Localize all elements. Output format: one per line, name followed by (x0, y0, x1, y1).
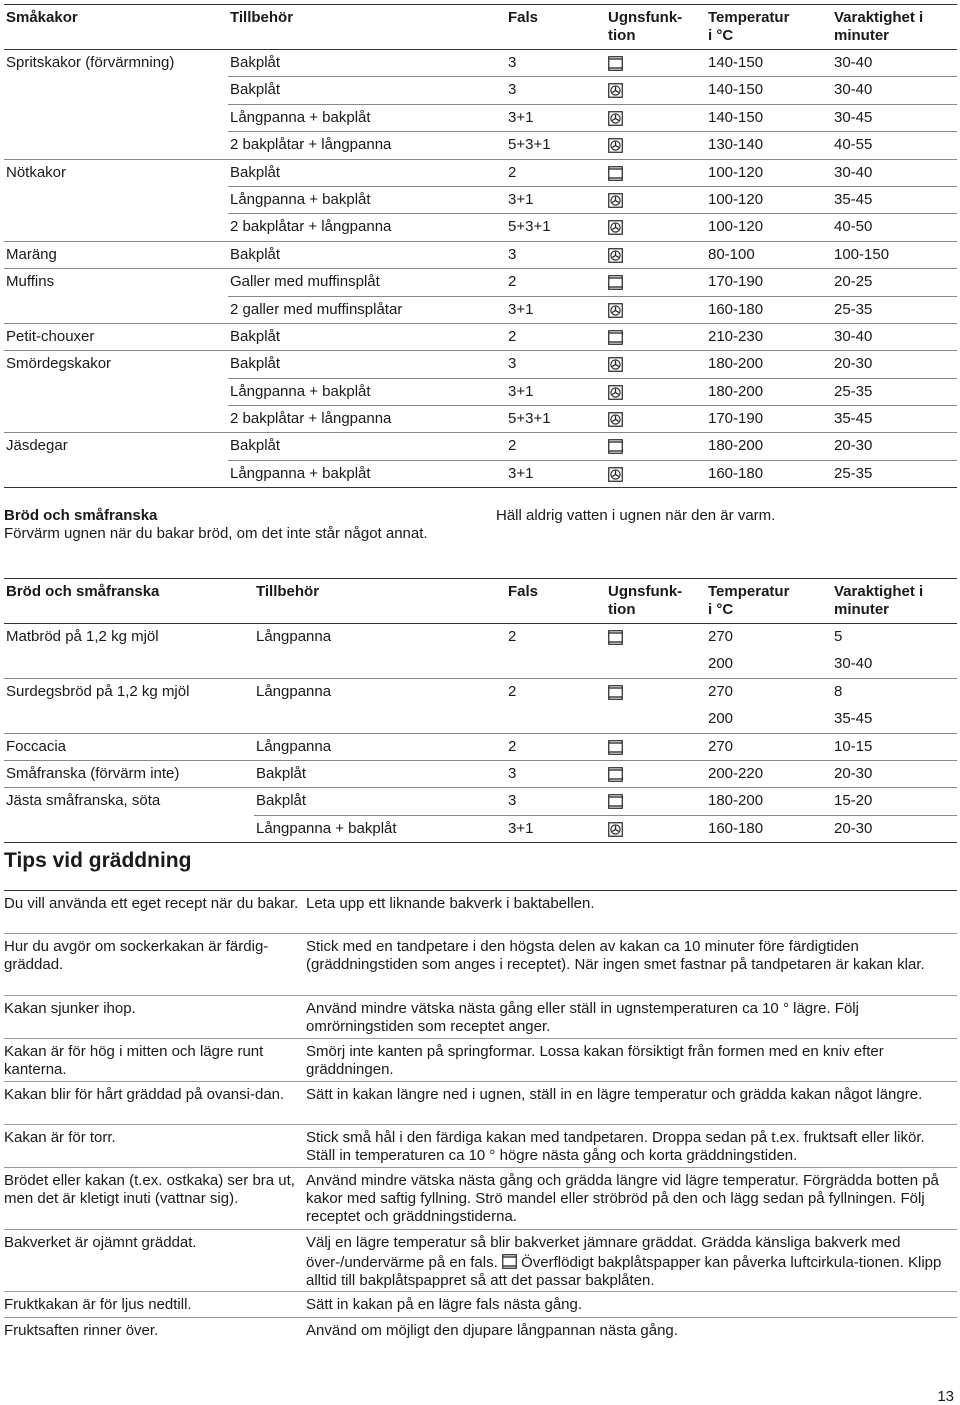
row-accessory: Långpanna (256, 628, 332, 645)
row-temperature: 200-220 (706, 760, 832, 787)
row-duration: 30-45 (832, 104, 957, 131)
row-function (606, 651, 706, 678)
row-function (606, 433, 706, 460)
hot-air-icon (608, 220, 623, 235)
row-name (4, 651, 254, 678)
row-shelf (506, 651, 606, 678)
row-shelf: 5+3+1 (506, 132, 606, 159)
row-duration: 10-15 (832, 733, 957, 760)
row-accessory: 2 bakplåtar + långpanna (228, 214, 506, 241)
row-duration: 100-150 (832, 241, 957, 268)
row-accessory (254, 706, 506, 733)
row-accessory: Bakplåt (228, 323, 506, 350)
row-shelf: 2 (506, 323, 606, 350)
row-accessory: Bakplåt (228, 77, 506, 104)
table-row (4, 159, 957, 186)
hot-air-icon (608, 385, 623, 400)
col-header: Ugnsfunk- tion (606, 5, 706, 50)
tip-problem: Kakan sjunker ihop. (4, 1000, 136, 1017)
row-temperature: 160-180 (706, 296, 832, 323)
row-accessory: 2 galler med muffinsplåtar (228, 296, 506, 323)
row-temperature: 100-120 (706, 159, 832, 186)
row-function (606, 815, 706, 842)
tip-solution: Stick med en tandpetare i den högsta delen av kakan ca 10 minuter före färdigtiden (gräddningstiden som anges i receptet). När ingen smet fastnar på tandpetaren är kakan klar. (306, 938, 925, 973)
row-shelf: 3+1 (506, 460, 606, 487)
row-shelf: 3+1 (506, 815, 606, 842)
hot-air-icon (608, 193, 623, 208)
row-shelf: 2 (506, 269, 606, 296)
tip-problem: Kakan är för torr. (4, 1129, 116, 1146)
row-duration: 35-45 (832, 186, 957, 213)
row-duration: 25-35 (832, 460, 957, 487)
table-row (4, 269, 957, 296)
row-accessory: Långpanna + bakplåt (228, 186, 506, 213)
table-row (4, 132, 957, 159)
row-temperature: 170-190 (706, 406, 832, 433)
row-accessory: Galler med muffinsplåt (228, 269, 506, 296)
row-name (4, 77, 228, 104)
row-name: Surdegsbröd på 1,2 kg mjöl (6, 682, 190, 700)
row-function (606, 77, 706, 104)
row-duration: 40-50 (832, 214, 957, 241)
row-temperature: 140-150 (706, 50, 832, 77)
hot-air-icon (608, 412, 623, 427)
col-header: Tillbehör (254, 579, 506, 624)
row-temperature: 270 (708, 682, 734, 700)
hot-air-icon (608, 303, 623, 318)
table-row (4, 460, 957, 487)
row-duration: 30-40 (832, 323, 957, 350)
row-duration: 20-30 (832, 433, 957, 460)
row-name: Maräng (4, 241, 228, 268)
tip-row (4, 891, 957, 934)
top-bottom-heat-icon (608, 166, 623, 181)
row-temperature: 160-180 (706, 460, 832, 487)
tip-problem: Brödet eller kakan (t.ex. ostkaka) ser bra ut, men det är kletigt inuti (vattnar sig). (4, 1172, 295, 1207)
top-bottom-heat-icon (608, 685, 623, 700)
bread-intro (4, 507, 444, 543)
row-function (606, 323, 706, 350)
top-bottom-heat-icon (608, 275, 623, 290)
row-name: Smördegskakor (6, 355, 112, 373)
tip-row (4, 1082, 957, 1125)
row-name: Nötkakor (6, 163, 67, 181)
row-temperature: 130-140 (706, 132, 832, 159)
table-row (4, 788, 957, 815)
row-name: Småfranska (förvärm inte) (4, 760, 254, 787)
top-bottom-heat-icon (608, 439, 623, 454)
tip-problem: Fruktsaften rinner över. (4, 1322, 159, 1339)
row-shelf: 2 (506, 433, 606, 460)
table-row (4, 733, 957, 760)
tip-problem: Bakverket är ojämnt gräddat. (4, 1234, 197, 1251)
row-duration: 20-30 (832, 815, 957, 842)
row-name (4, 132, 228, 159)
row-accessory: Bakplåt (254, 760, 506, 787)
top-bottom-heat-icon (608, 794, 623, 809)
row-accessory: Bakplåt (228, 241, 506, 268)
row-shelf: 3 (506, 77, 606, 104)
row-name (4, 214, 228, 241)
row-function (606, 760, 706, 787)
table-header (4, 5, 957, 50)
tip-solution (306, 1234, 957, 1291)
tip-row (4, 1168, 957, 1230)
row-name (4, 104, 228, 131)
row-shelf: 3+1 (506, 186, 606, 213)
row-accessory: 2 bakplåtar + långpanna (228, 406, 506, 433)
bread-intro-text: Förvärm ugnen när du bakar bröd, om det inte står något annat. (4, 525, 428, 542)
row-name: Jästa småfranska, söta (6, 792, 161, 810)
row-function (606, 733, 706, 760)
row-function (606, 460, 706, 487)
tip-solution: Sätt in kakan längre ned i ugnen, ställ in en lägre temperatur och grädda kakan något längre. (306, 1086, 923, 1103)
page-number: 13 (937, 1388, 954, 1405)
table-row (4, 323, 957, 350)
hot-air-icon (608, 83, 623, 98)
row-name: Jäsdegar (6, 437, 68, 455)
row-duration: 30-40 (832, 651, 957, 678)
row-duration: 15-20 (832, 788, 957, 815)
bread-intro-title: Bröd och småfranska (4, 507, 158, 524)
tip-solution: Använd om möjligt den djupare långpannan nästa gång. (306, 1322, 678, 1339)
row-temperature: 180-200 (706, 351, 832, 378)
row-duration: 20-30 (832, 760, 957, 787)
row-temperature: 140-150 (706, 77, 832, 104)
hot-air-icon (608, 111, 623, 126)
row-duration: 5 (834, 628, 843, 645)
row-shelf: 2 (508, 682, 517, 700)
table-row (4, 77, 957, 104)
table-row (4, 406, 957, 433)
tip-row (4, 1318, 957, 1344)
hot-air-icon (608, 822, 623, 837)
row-shelf: 3 (506, 760, 606, 787)
tip-solution-part: Välj en lägre temperatur så blir bakverket jämnare gräddat. Grädda känsliga bakverk med över-/undervärme på en fals. (306, 1234, 901, 1271)
top-bottom-heat-icon (608, 56, 623, 71)
row-duration: 25-35 (832, 378, 957, 405)
row-shelf (506, 706, 606, 733)
tips-table (4, 890, 957, 1344)
row-name: Muffins (6, 273, 55, 291)
row-temperature: 180-200 (706, 378, 832, 405)
tips-heading: Tips vid gräddning (4, 849, 192, 872)
hot-air-icon (608, 138, 623, 153)
table-row (4, 706, 957, 733)
tip-solution-part: Överflödigt bakplåtspapper kan påverka luftcirkula-tionen. Klipp alltid till bakplåtspappret så att det passar bakplåten. (306, 1254, 942, 1289)
col-header: Fals (506, 579, 606, 624)
row-duration: 25-35 (832, 296, 957, 323)
table-row (4, 214, 957, 241)
row-function (606, 706, 706, 733)
row-temperature: 270 (708, 628, 734, 645)
tip-problem: Fruktkakan är för ljus nedtill. (4, 1296, 192, 1313)
tip-row (4, 1125, 957, 1168)
col-header: Tillbehör (228, 5, 506, 50)
row-temperature: 180-200 (706, 433, 832, 460)
row-function (606, 296, 706, 323)
table-row (4, 186, 957, 213)
table-row (4, 241, 957, 268)
row-duration: 20-30 (832, 351, 957, 378)
table-row (4, 815, 957, 842)
hot-air-icon (608, 248, 623, 263)
row-function (606, 50, 706, 77)
tip-solution: Smörj inte kanten på springformar. Lossa kakan försiktigt från formen med en kniv efter gräddningen. (306, 1043, 884, 1078)
row-name (4, 296, 228, 323)
table-row (4, 50, 957, 77)
row-function (606, 406, 706, 433)
row-shelf: 2 (506, 159, 606, 186)
row-temperature: 200 (706, 651, 832, 678)
tip-row (4, 1039, 957, 1082)
row-temperature: 100-120 (706, 214, 832, 241)
row-function (606, 159, 706, 186)
row-temperature: 200 (706, 706, 832, 733)
row-duration: 8 (834, 682, 843, 700)
table-row (4, 651, 957, 678)
row-accessory: 2 bakplåtar + långpanna (228, 132, 506, 159)
row-shelf: 3+1 (506, 104, 606, 131)
row-accessory: Långpanna + bakplåt (228, 104, 506, 131)
row-accessory: Långpanna + bakplåt (228, 378, 506, 405)
row-accessory: Bakplåt (228, 351, 506, 378)
col-header: Småkakor (4, 5, 228, 50)
row-shelf: 2 (508, 628, 517, 645)
row-name (4, 186, 228, 213)
table-row (4, 104, 957, 131)
col-header: Fals (506, 5, 606, 50)
bread-table (4, 578, 957, 843)
row-function (606, 214, 706, 241)
table-row (4, 433, 957, 460)
top-bottom-heat-icon (502, 1254, 517, 1269)
row-shelf: 3 (506, 351, 606, 378)
row-name: Petit-chouxer (4, 323, 228, 350)
table-row (4, 760, 957, 787)
row-accessory: Långpanna (254, 733, 506, 760)
row-temperature: 100-120 (706, 186, 832, 213)
row-accessory (254, 651, 506, 678)
hot-air-icon (608, 357, 623, 372)
top-bottom-heat-icon (608, 330, 623, 345)
row-function (606, 104, 706, 131)
top-bottom-heat-icon (608, 740, 623, 755)
row-function (606, 132, 706, 159)
row-temperature: 270 (706, 733, 832, 760)
row-accessory: Bakplåt (228, 433, 506, 460)
row-temperature: 140-150 (706, 104, 832, 131)
row-shelf: 5+3+1 (506, 214, 606, 241)
row-name (4, 706, 254, 733)
table-row (4, 678, 957, 705)
col-header: Temperatur i °C (706, 579, 832, 624)
row-name: Matbröd på 1,2 kg mjöl (6, 628, 159, 645)
warning-text: Häll aldrig vatten i ugnen när den är varm. (496, 507, 776, 524)
row-accessory: Bakplåt (254, 788, 506, 815)
row-duration: 40-55 (832, 132, 957, 159)
row-accessory: Långpanna + bakplåt (254, 815, 506, 842)
col-header: Temperatur i °C (706, 5, 832, 50)
cookies-table (4, 4, 957, 488)
row-temperature: 160-180 (706, 815, 832, 842)
tip-row (4, 1292, 957, 1318)
row-shelf: 2 (506, 733, 606, 760)
tip-row (4, 996, 957, 1039)
col-header: Varaktighet i minuter (832, 5, 957, 50)
row-accessory: Långpanna (256, 682, 332, 700)
row-temperature: 180-200 (706, 788, 832, 815)
col-header: Bröd och småfranska (4, 579, 254, 624)
row-name (4, 406, 228, 433)
row-function (606, 624, 706, 651)
hot-air-icon (608, 467, 623, 482)
tip-problem: Kakan blir för hårt gräddad på ovansi-dan. (4, 1086, 285, 1103)
tip-row (4, 1230, 957, 1292)
tip-solution: Sätt in kakan på en lägre fals nästa gång. (306, 1296, 583, 1313)
top-bottom-heat-icon (608, 630, 623, 645)
row-duration: 30-40 (832, 50, 957, 77)
row-duration: 30-40 (832, 77, 957, 104)
tip-row (4, 934, 957, 996)
row-shelf: 3 (506, 241, 606, 268)
row-function (606, 269, 706, 296)
tip-problem: Kakan är för hög i mitten och lägre runt kanterna. (4, 1043, 264, 1078)
col-header: Varaktighet i minuter (832, 579, 957, 624)
row-accessory: Bakplåt (228, 159, 506, 186)
table-row (4, 378, 957, 405)
row-function (606, 351, 706, 378)
table-header (4, 579, 957, 624)
row-duration: 20-25 (832, 269, 957, 296)
tip-solution: Använd mindre vätska nästa gång och grädda längre vid lägre temperatur. Förgrädda botten på kakor med saftig fyllning. Strö mandel eller ströbröd på den och lägg sedan på fyllningen. Följ receptet och gräddningstiderna. (306, 1172, 939, 1225)
row-function (606, 788, 706, 815)
row-accessory: Långpanna + bakplåt (228, 460, 506, 487)
row-name (4, 460, 228, 487)
row-name: Spritskakor (förvärmning) (6, 54, 175, 71)
tip-solution: Stick små hål i den färdiga kakan med tandpetaren. Droppa sedan på t.ex. fruktsaft eller likör. Ställ in temperaturen ca 10 ° högre nästa gång och korta gräddningstiden. (306, 1129, 925, 1164)
tip-solution: Använd mindre vätska nästa gång eller ställ in ugnstemperaturen ca 10 ° lägre. Följ omrörningstiden som receptet anger. (306, 1000, 859, 1035)
top-bottom-heat-icon (608, 767, 623, 782)
row-name: Foccacia (4, 733, 254, 760)
row-accessory: Bakplåt (228, 50, 506, 77)
col-header: Ugnsfunk- tion (606, 579, 706, 624)
row-temperature: 80-100 (706, 241, 832, 268)
row-function (606, 241, 706, 268)
row-shelf: 3 (506, 50, 606, 77)
row-duration: 30-40 (832, 159, 957, 186)
row-shelf: 3 (506, 788, 606, 815)
row-function (606, 378, 706, 405)
row-duration: 35-45 (832, 406, 957, 433)
row-name (4, 815, 254, 842)
row-shelf: 5+3+1 (506, 406, 606, 433)
table-row (4, 296, 957, 323)
tip-problem: Du vill använda ett eget recept när du bakar. (4, 895, 299, 912)
row-temperature: 170-190 (706, 269, 832, 296)
row-function (606, 678, 706, 705)
row-function (606, 186, 706, 213)
row-shelf: 3+1 (506, 296, 606, 323)
row-name (4, 378, 228, 405)
row-duration: 35-45 (832, 706, 957, 733)
row-temperature: 210-230 (706, 323, 832, 350)
tip-problem: Hur du avgör om sockerkakan är färdig-gräddad. (4, 938, 269, 973)
tip-solution: Leta upp ett liknande bakverk i baktabellen. (306, 895, 595, 912)
table-row (4, 351, 957, 378)
table-row (4, 624, 957, 651)
row-shelf: 3+1 (506, 378, 606, 405)
